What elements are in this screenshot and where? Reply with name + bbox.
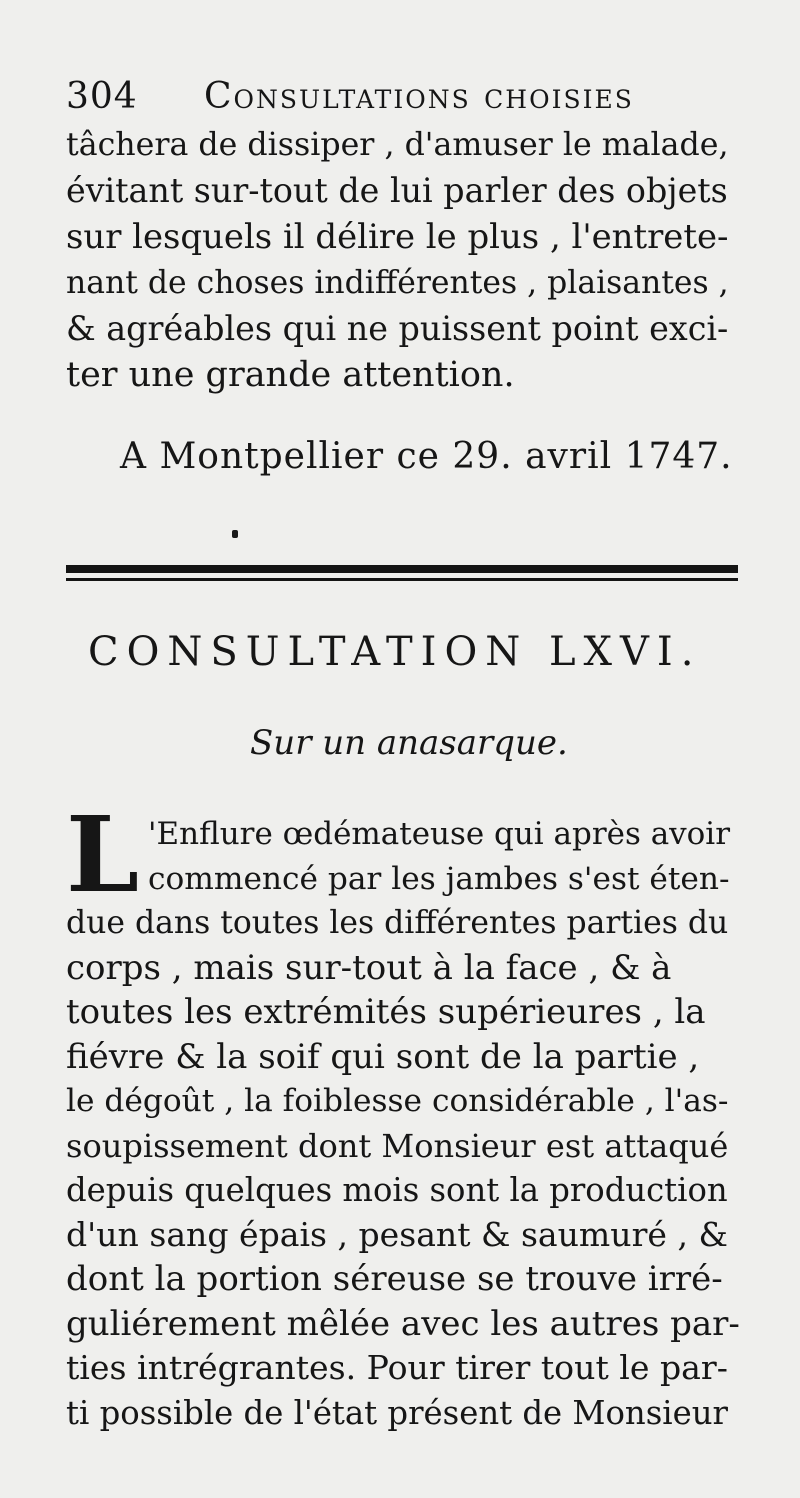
text-line: toutes les extrémités supérieures , la	[66, 992, 706, 1032]
text-line: d'un sang épais , pesant & saumuré , &	[66, 1214, 728, 1254]
ink-mark	[232, 530, 238, 538]
section-rule-thick	[66, 565, 738, 573]
drop-cap: L	[66, 793, 140, 916]
text-line: corps , mais sur-tout à la face , & à	[66, 947, 672, 988]
page-number: 304	[66, 76, 138, 117]
text-line: ties intrégrantes. Pour tirer tout le par-	[66, 1348, 728, 1387]
consultation-subtitle: Sur un anasarque.	[250, 723, 568, 763]
dateline: A Montpellier ce 29. avril 1747.	[120, 436, 733, 477]
text-line: fiévre & la soif qui sont de la partie ,	[66, 1036, 700, 1077]
text-line: tâchera de dissiper , d'amuser le malade,	[66, 127, 729, 163]
text-line: le dégoût , la foiblesse considérable , l'as-	[66, 1083, 729, 1119]
text-line: nant de choses indifférentes , plaisantes ,	[66, 265, 729, 301]
consultation-title: CONSULTATION LXVI.	[88, 629, 702, 675]
text-line: depuis quelques mois sont la production	[66, 1171, 728, 1209]
text-line: sur lesquels il délire le plus , l'entrete-	[66, 217, 729, 256]
continued-paragraph	[66, 122, 742, 398]
text-line: 'Enflure œdémateuse qui après avoir	[148, 816, 731, 852]
text-line: ti possible de l'état présent de Monsieur	[66, 1393, 728, 1432]
text-line: évitant sur-tout de lui parler des objets	[66, 171, 728, 210]
page-header	[66, 72, 746, 122]
text-line: dont la portion séreuse se trouve irré-	[66, 1259, 723, 1299]
text-line: ter une grande attention.	[66, 355, 515, 395]
text-line: due dans toutes les différentes parties du	[66, 905, 729, 941]
consultation-body	[66, 793, 742, 1435]
section-rule-thin	[66, 578, 738, 581]
text-line: soupissement dont Monsieur est attaqué	[66, 1126, 729, 1165]
text-line: guliérement mêlée avec les autres par-	[66, 1303, 740, 1344]
text-line: & agréables qui ne puissent point exci-	[66, 309, 729, 348]
text-line: commencé par les jambes s'est éten-	[148, 860, 730, 897]
running-title: Consultations choisies	[204, 76, 634, 117]
